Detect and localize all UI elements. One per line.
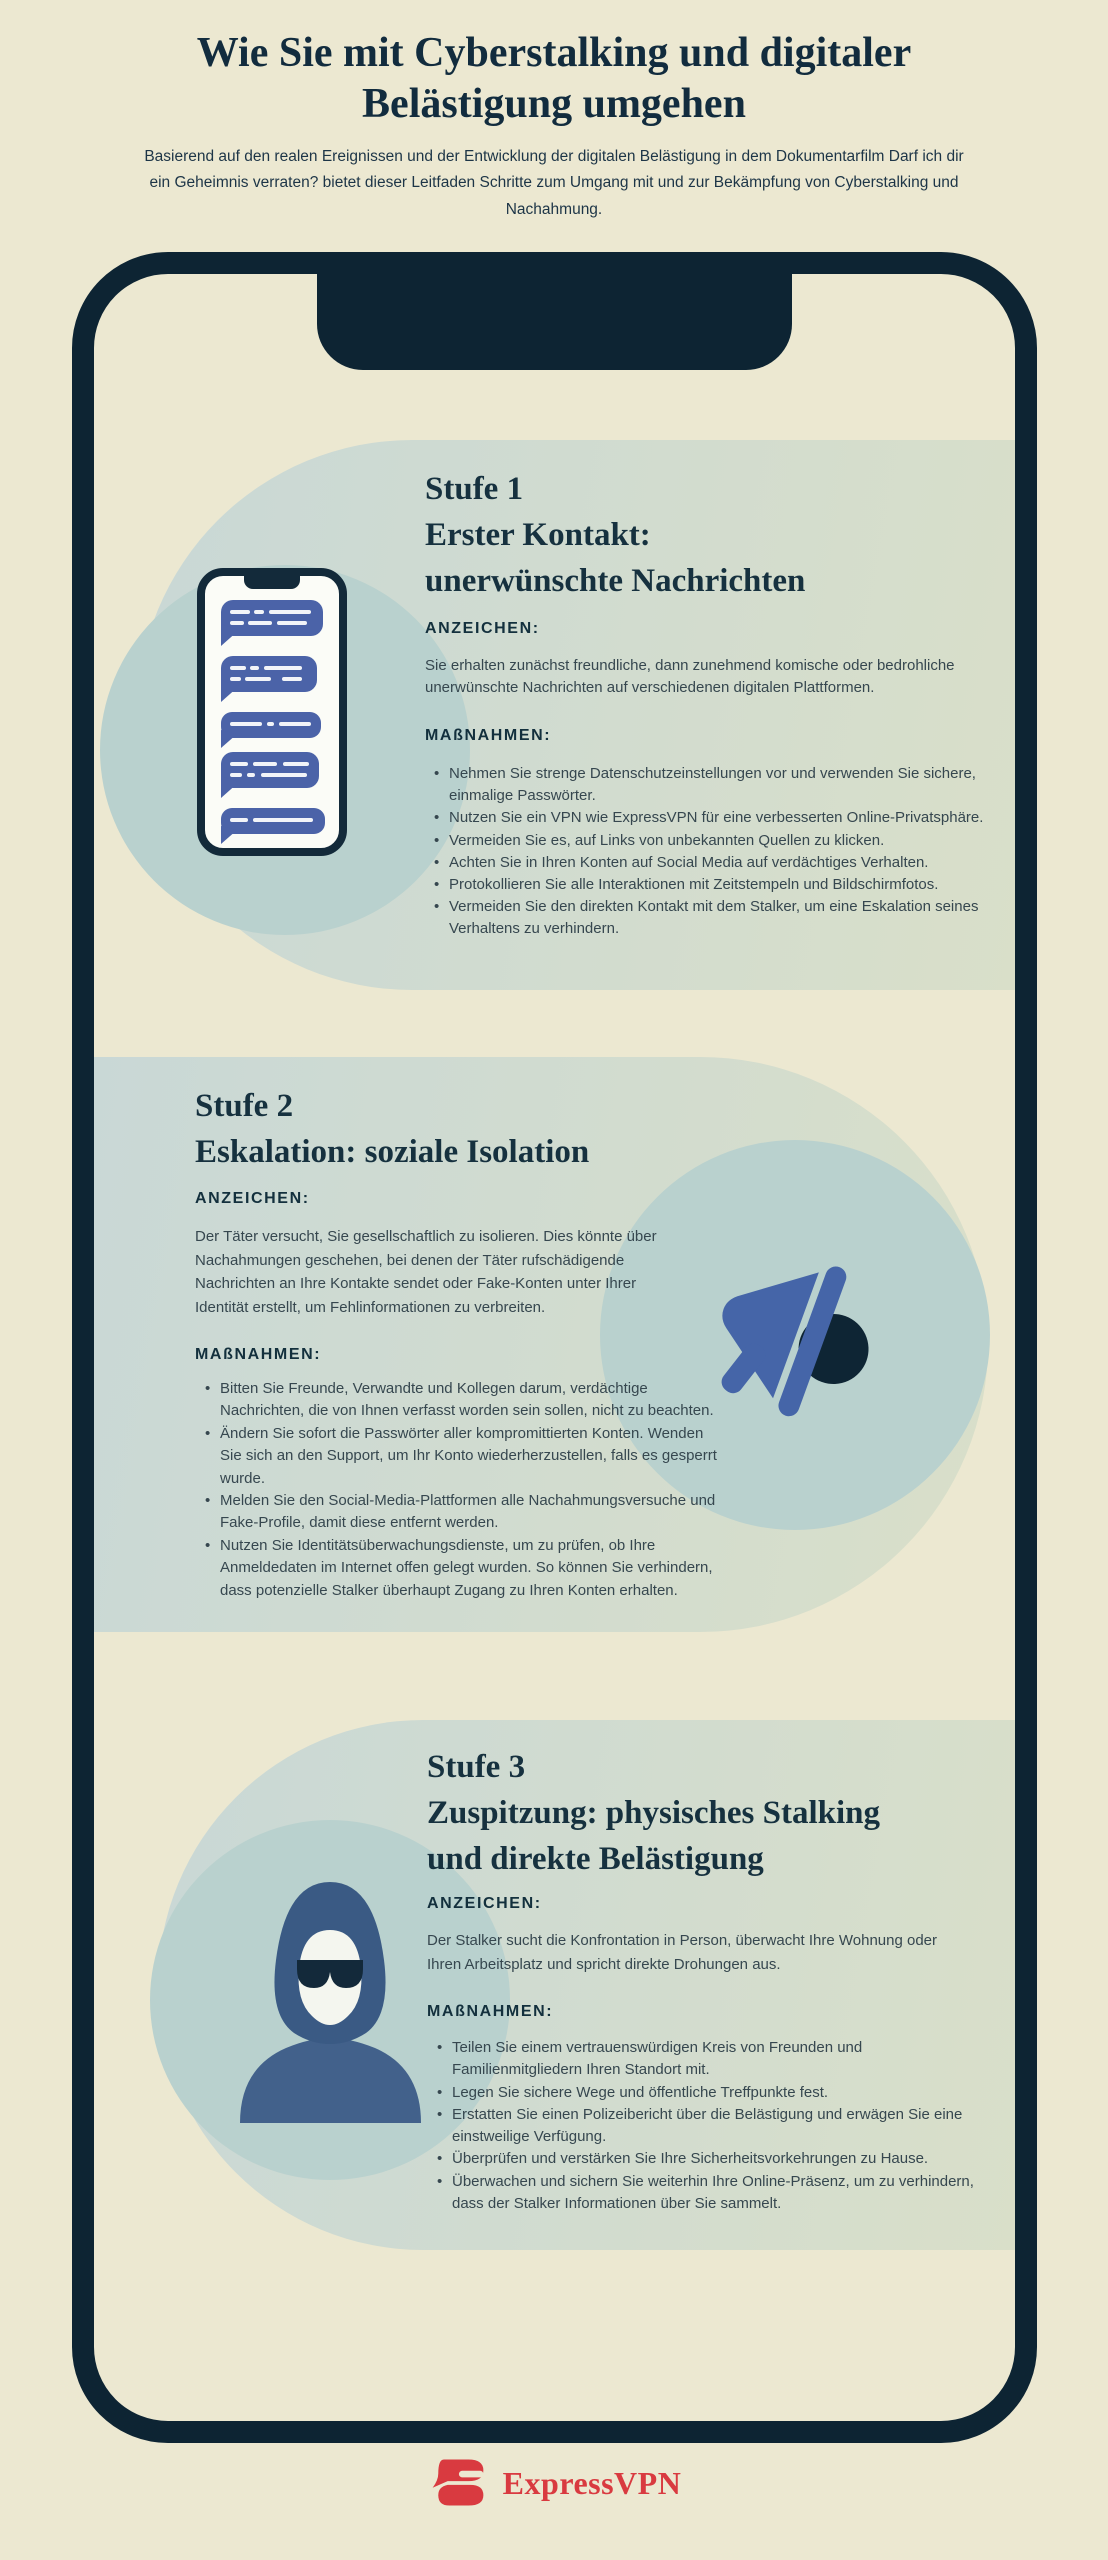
- measure-item: • Vermeiden Sie es, auf Links von unbekannten Quellen zu klicken.: [432, 830, 994, 852]
- stage-3-measures-label: MAßNAHMEN:: [427, 2003, 554, 2020]
- measure-item: • Nehmen Sie strenge Datenschutzeinstellungen vor und verwenden Sie sichere, einmalige Passwörter.: [432, 763, 994, 807]
- stage-1-label: Stufe 1: [425, 471, 524, 507]
- measure-item: • Erstatten Sie einen Polizeibericht über die Belästigung und erwägen Sie eine einstweilige Verfügung.: [435, 2104, 995, 2149]
- stage-2-signs-label: ANZEICHEN:: [195, 1190, 310, 1207]
- phone-notch: [317, 252, 792, 370]
- brand-logo: [0, 2452, 1108, 2514]
- stage-3-heading: [427, 1744, 880, 1882]
- stage-3-signs-label: ANZEICHEN:: [427, 1895, 542, 1912]
- page-subtitle: Basierend auf den realen Ereignissen und der Entwicklung der digitalen Belästigung in dem Dokumentarfilm Darf ich dir ein Geheimnis verraten? bietet dieser Leitfaden Schritte zum Umgang mit und zur Bekämpfung von Cyberstalking und Nachahmung.: [144, 148, 964, 218]
- measure-item: • Legen Sie sichere Wege und öffentliche Treffpunkte fest.: [435, 2082, 995, 2104]
- measure-item: • Teilen Sie einem vertrauenswürdigen Kreis von Freunden und Familienmitgliedern Ihren Standort mit.: [435, 2037, 995, 2082]
- measure-item: • Melden Sie den Social-Media-Plattformen alle Nachahmungsversuche und Fake-Profile, damit diese entfernt werden.: [203, 1490, 725, 1535]
- chat-messages-phone-icon: [197, 568, 347, 856]
- measure-item: • Überwachen und sichern Sie weiterhin Ihre Online-Präsenz, um zu verhindern, dass der Stalker Informationen über Sie sammelt.: [435, 2171, 995, 2216]
- stage-1-measures-label: MAßNAHMEN:: [425, 727, 552, 744]
- stage-1-signs-text: Sie erhalten zunächst freundliche, dann zunehmend komische oder bedrohliche unerwünschte Nachrichten auf verschiedenen digitalen Plattformen.: [425, 657, 955, 696]
- stage-3-measures-list: [435, 2037, 995, 2215]
- page-title: Wie Sie mit Cyberstalking und digitaler Belästigung umgehen: [196, 30, 912, 128]
- measure-item: • Bitten Sie Freunde, Verwandte und Kollegen darum, verdächtige Nachrichten, die von Ihnen verfasst worden sein sollen, nicht zu beachten.: [203, 1378, 725, 1423]
- megaphone-icon: [700, 1240, 890, 1430]
- measure-item: • Überprüfen und verstärken Sie Ihre Sicherheitsvorkehrungen zu Hause.: [435, 2148, 995, 2170]
- brand-wordmark: ExpressVPN: [502, 2464, 682, 2501]
- stage-2-signs-text: Der Täter versucht, Sie gesellschaftlich zu isolieren. Dies könnte über Nachahmungen geschehen, bei denen der Täter rufschädigende Nachrichten an Ihre Kontakte sendet oder Fake-Konten unter Ihrer Identität erstellt, um Fehlinformationen zu verbreiten.: [195, 1228, 657, 1316]
- stage-2-label: Stufe 2: [195, 1088, 294, 1124]
- measure-item: • Vermeiden Sie den direkten Kontakt mit dem Stalker, um eine Eskalation seines Verhaltens zu verhindern.: [432, 896, 994, 940]
- measure-item: • Protokollieren Sie alle Interaktionen mit Zeitstempeln und Bildschirmfotos.: [432, 874, 994, 896]
- stage-1-title: Erster Kontakt: unerwünschte Nachrichten: [425, 517, 806, 599]
- stage-2-title: Eskalation: soziale Isolation: [195, 1134, 590, 1170]
- stage-3-label: Stufe 3: [427, 1749, 526, 1785]
- stalker-hood-icon: [218, 1868, 443, 2123]
- stage-2-measures-label: MAßNAHMEN:: [195, 1346, 322, 1363]
- stage-2-heading: [195, 1083, 589, 1175]
- expressvpn-logo-icon: [427, 2455, 489, 2511]
- measure-item: • Achten Sie in Ihren Konten auf Social Media auf verdächtiges Verhalten.: [432, 852, 994, 874]
- measure-item: • Nutzen Sie ein VPN wie ExpressVPN für eine verbesserten Online-Privatsphäre.: [432, 807, 994, 829]
- stage-1-measures-list: [432, 763, 994, 941]
- measure-item: • Nutzen Sie Identitätsüberwachungsdienste, um zu prüfen, ob Ihre Anmeldedaten im Internet offen gelegt wurden. So können Sie verhindern, dass potenzielle Stalker überhaupt Zugang zu Ihren Konten erhalten.: [203, 1535, 725, 1602]
- measure-item: • Ändern Sie sofort die Passwörter aller kompromittierten Konten. Wenden Sie sich an den Support, um Ihr Konto wiederherzustellen, falls es gesperrt wurde.: [203, 1423, 725, 1490]
- stage-2-measures-list: [203, 1378, 725, 1602]
- stage-3-signs-text: Der Stalker sucht die Konfrontation in Person, überwacht Ihre Wohnung oder Ihren Arbeitsplatz und spricht direkte Drohungen aus.: [427, 1932, 938, 1973]
- stage-1-signs-label: ANZEICHEN:: [425, 620, 540, 637]
- stage-1-heading: [425, 466, 805, 604]
- stage-3-title: Zuspitzung: physisches Stalking und direkte Belästigung: [427, 1795, 880, 1877]
